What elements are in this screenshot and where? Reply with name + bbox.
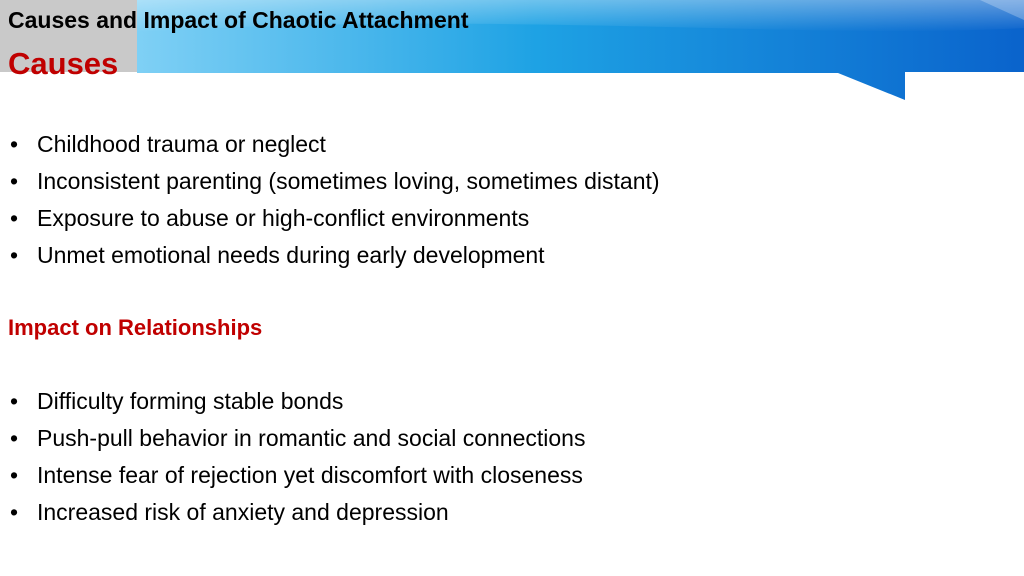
list-item <box>10 420 585 457</box>
list-item-text: Unmet emotional needs during early development <box>37 242 545 268</box>
list-item-text: Childhood trauma or neglect <box>37 131 326 157</box>
bullet-icon: • <box>10 131 19 157</box>
bullet-icon: • <box>10 168 19 194</box>
list-item-text: Exposure to abuse or high-conflict environments <box>37 205 530 231</box>
list-item-text: Increased risk of anxiety and depression <box>37 499 449 525</box>
causes-list <box>10 126 660 274</box>
causes-heading: Causes <box>8 46 119 81</box>
list-item <box>10 237 660 274</box>
list-item <box>10 200 660 237</box>
bullet-icon: • <box>10 205 19 231</box>
list-item-text: Push-pull behavior in romantic and social connections <box>37 425 586 451</box>
list-item <box>10 494 585 531</box>
slide-title: Causes and Impact of Chaotic Attachment <box>8 7 469 33</box>
impact-list <box>10 383 585 531</box>
bullet-icon: • <box>10 388 19 414</box>
bullet-icon: • <box>10 462 19 488</box>
list-item <box>10 126 660 163</box>
list-item-text: Inconsistent parenting (sometimes loving, sometimes distant) <box>37 168 660 194</box>
list-item-text: Intense fear of rejection yet discomfort with closeness <box>37 462 583 488</box>
list-item <box>10 163 660 200</box>
bullet-icon: • <box>10 425 19 451</box>
impact-heading: Impact on Relationships <box>8 315 263 340</box>
list-item <box>10 457 585 494</box>
bullet-icon: • <box>10 242 19 268</box>
list-item-text: Difficulty forming stable bonds <box>37 388 344 414</box>
list-item <box>10 383 585 420</box>
bullet-icon: • <box>10 499 19 525</box>
